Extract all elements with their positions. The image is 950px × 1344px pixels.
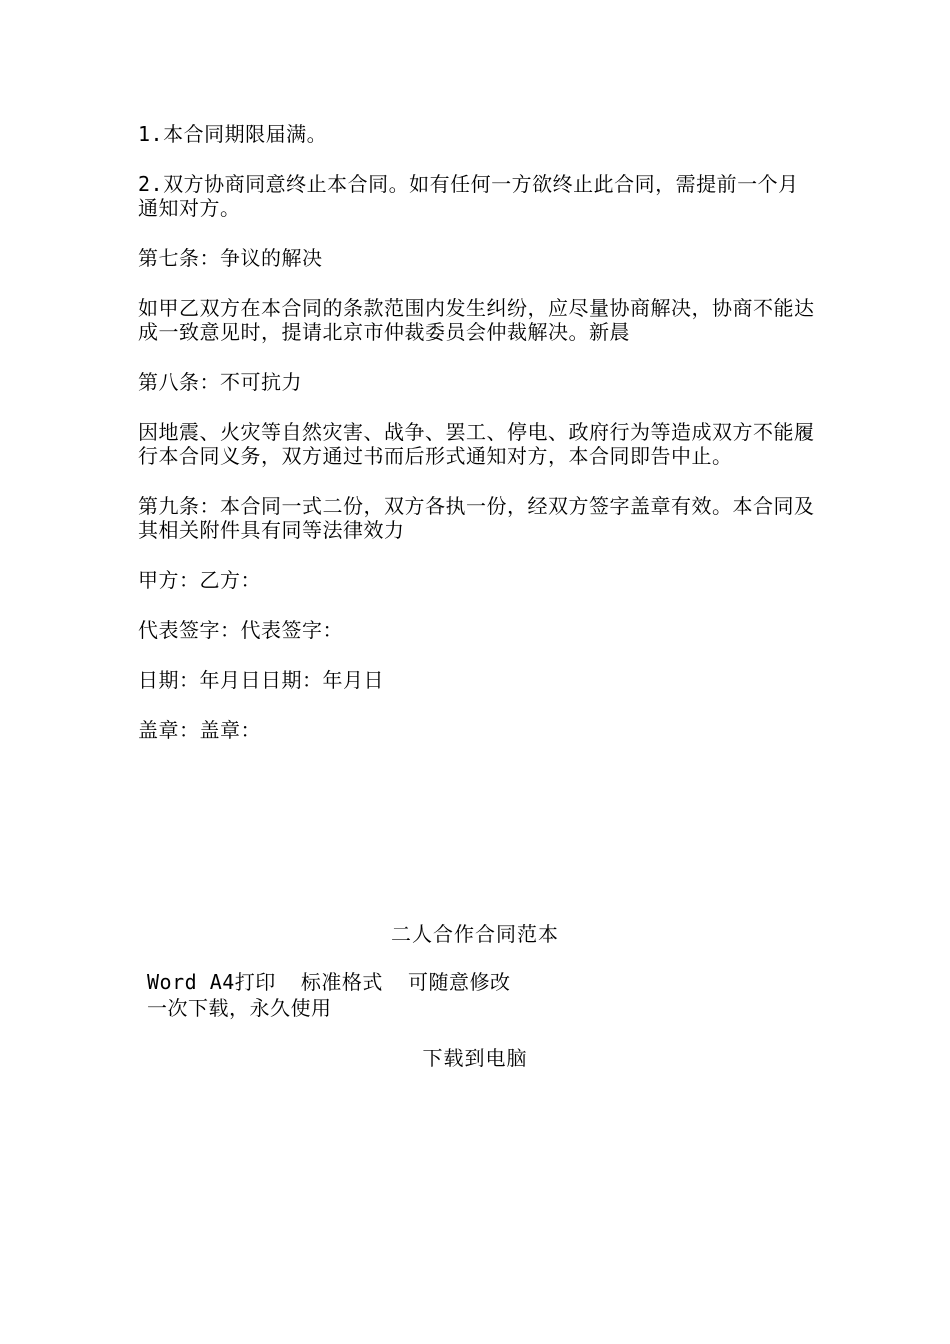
signature-dates: 日期：年月日日期：年月日 <box>138 668 384 692</box>
paragraph-dispute-resolution: 如甲乙双方在本合同的条款范围内发生纠纷，应尽量协商解决，协商不能达成一致意见时，提请北京市仲裁委员会仲裁解决。新晨 <box>138 296 815 344</box>
download-to-computer-link[interactable]: 下载到电脑 <box>422 1046 528 1070</box>
template-title: 二人合作合同范本 <box>391 922 559 946</box>
paragraph-mutual-termination: 2.双方协商同意终止本合同。如有任何一方欲终止此合同，需提前一个月通知对方。 <box>138 172 799 220</box>
heading-article-8: 第八条：不可抗力 <box>138 370 302 394</box>
template-usage: 一次下载，永久使用 <box>147 996 332 1020</box>
signature-representatives: 代表签字：代表签字： <box>138 618 343 642</box>
template-features: Word A4打印 标准格式 可随意修改 <box>147 970 511 994</box>
paragraph-article-9: 第九条：本合同一式二份，双方各执一份，经双方签字盖章有效。本合同及其相关附件具有同等法律效力 <box>138 494 815 542</box>
signature-parties: 甲方：乙方： <box>138 568 261 592</box>
heading-article-7: 第七条：争议的解决 <box>138 246 323 270</box>
document-body <box>138 122 818 768</box>
paragraph-term-expiry: 1.本合同期限届满。 <box>138 122 328 146</box>
signature-seals: 盖章：盖章： <box>138 718 261 742</box>
paragraph-force-majeure: 因地震、火灾等自然灾害、战争、罢工、停电、政府行为等造成双方不能履行本合同义务，双方通过书而后形式通知对方，本合同即告中止。 <box>138 420 815 468</box>
